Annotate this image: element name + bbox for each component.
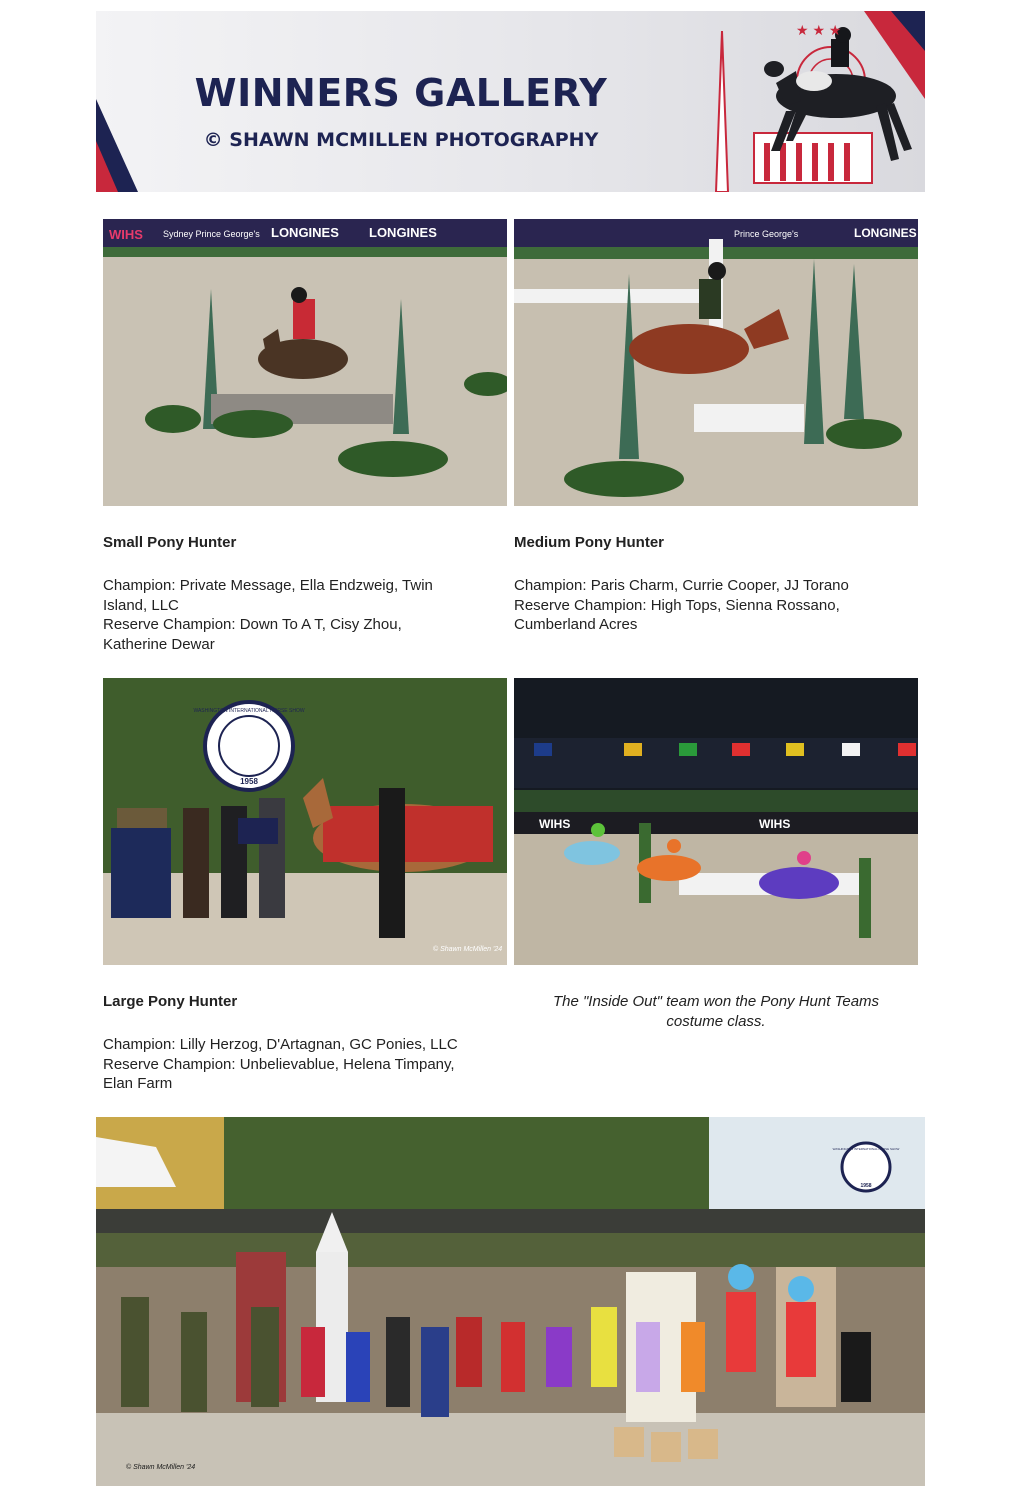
- large-pony-reserve-line-2: Elan Farm: [103, 1075, 173, 1092]
- seal-text: WASHINGTON INTERNATIONAL HORSE SHOW: [832, 1147, 900, 1151]
- winners-gallery-banner: [96, 11, 925, 192]
- photo-watermark: © Shawn McMillen '24: [433, 946, 503, 953]
- pony-hunt-teams-caption: [514, 992, 918, 1031]
- large-pony-reserve-line-1: Reserve Champion: Unbelievablue, Helena Timpany,: [103, 1055, 455, 1073]
- small-pony-champion-line-1: Champion: Private Message, Ella Endzweig, Twin: [103, 577, 433, 594]
- banner-subtitle: © SHAWN MCMILLEN PHOTOGRAPHY: [203, 129, 599, 151]
- medium-pony-hunter-results: [514, 576, 918, 635]
- medium-pony-reserve-line-2: Cumberland Acres: [514, 616, 638, 633]
- medium-pony-reserve-line-1: Reserve Champion: High Tops, Sienna Rossano,: [514, 596, 840, 614]
- sign-wihs-2: WIHS: [759, 817, 791, 831]
- small-pony-hunter-title: Small Pony Hunter: [103, 534, 237, 551]
- seal-year: 1958: [860, 1183, 872, 1189]
- large-pony-champion-line-1: Champion: Lilly Herzog, D'Artagnan, GC Ponies, LLC: [103, 1036, 458, 1053]
- costume-group-photo: [96, 1117, 925, 1486]
- large-pony-hunter-results: [103, 1035, 507, 1094]
- photo-watermark: © Shawn McMillen '24: [126, 1464, 196, 1471]
- sign-prince-georges: Sydney Prince George's: [163, 229, 260, 239]
- small-pony-hunter-photo: [103, 219, 507, 506]
- pony-hunt-teams-caption-line-2: costume class.: [666, 1012, 766, 1030]
- svg-text:★ ★ ★: ★ ★ ★: [796, 22, 842, 38]
- seal-year: 1958: [240, 777, 258, 786]
- sign-wihs: WIHS: [109, 227, 143, 242]
- sign-wihs-1: WIHS: [539, 817, 571, 831]
- medium-pony-hunter-title: Medium Pony Hunter: [514, 534, 665, 551]
- small-pony-champion-line-2: Island, LLC: [103, 596, 179, 614]
- medium-pony-hunter-photo: [514, 219, 918, 506]
- medium-pony-champion-line-1: Champion: Paris Charm, Currie Cooper, JJ Torano: [514, 577, 849, 594]
- small-pony-hunter-results: [103, 576, 507, 654]
- sign-prince-georges: Prince George's: [734, 229, 799, 239]
- pony-hunt-teams-photo: [514, 678, 918, 965]
- large-pony-hunter-title: Large Pony Hunter: [103, 993, 238, 1010]
- seal-text: WASHINGTON INTERNATIONAL HORSE SHOW: [193, 708, 305, 714]
- sign-longines-2: LONGINES: [369, 225, 437, 240]
- small-pony-reserve-line-1: Reserve Champion: Down To A T, Cisy Zhou,: [103, 616, 402, 633]
- pony-hunt-teams-caption-line-1: The "Inside Out" team won the Pony Hunt Teams: [552, 993, 880, 1010]
- sign-longines-1: LONGINES: [271, 225, 339, 240]
- small-pony-reserve-line-2: Katherine Dewar: [103, 635, 215, 653]
- sign-longines: LONGINES: [854, 226, 917, 240]
- large-pony-hunter-photo: [103, 678, 507, 965]
- banner-title: WINNERS GALLERY: [194, 71, 608, 115]
